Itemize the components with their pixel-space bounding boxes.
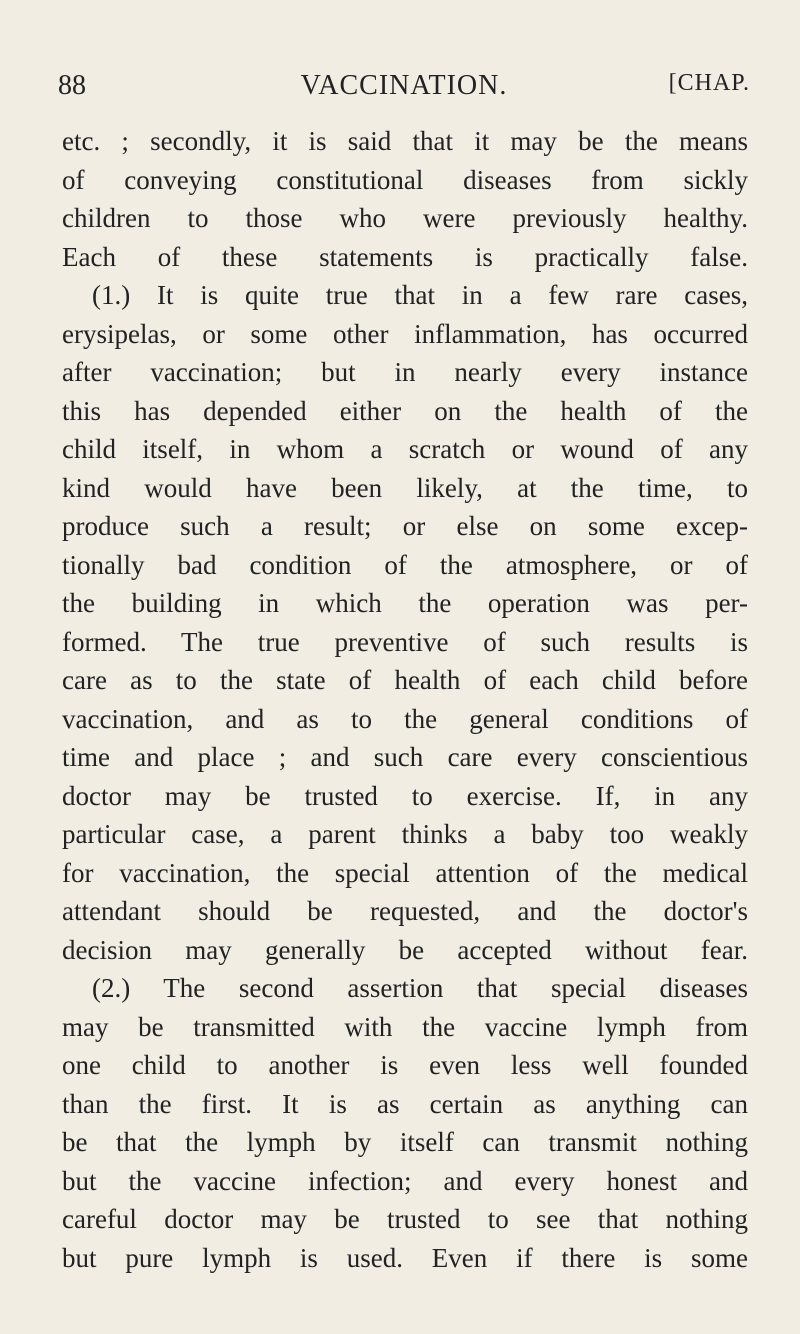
- text-line: careful doctor may be trusted to see that nothing: [62, 1204, 748, 1234]
- running-title: VACCINATION.: [300, 70, 508, 101]
- text-line: but the vaccine infection; and every honest and: [62, 1165, 748, 1196]
- text-line: vaccination, and as to the general conditions of: [62, 703, 748, 734]
- text-line: children to those who were previously healthy.: [62, 203, 748, 233]
- text-line: may be transmitted with the vaccine lymph from: [62, 1011, 748, 1042]
- text-line: formed. The true preventive of such results is: [62, 626, 748, 657]
- body-text: [62, 122, 748, 1277]
- text-line: attendant should be requested, and the doctor's: [62, 896, 748, 926]
- text-line: kind would have been likely, at the time, to: [62, 472, 748, 503]
- page-header: [58, 70, 750, 110]
- text-line: than the first. It is as certain as anything can: [62, 1088, 748, 1119]
- text-line: decision may generally be accepted without fear.: [62, 934, 748, 965]
- text-line: erysipelas, or some other inflammation, has occurred: [62, 318, 748, 349]
- text-line: (2.) The second assertion that special diseases: [92, 973, 748, 1003]
- text-line: Each of these statements is practically false.: [62, 241, 748, 272]
- text-line: be that the lymph by itself can transmit nothing: [62, 1127, 748, 1157]
- text-line: particular case, a parent thinks a baby too weakly: [62, 819, 748, 849]
- text-line: for vaccination, the special attention of the medical: [62, 857, 748, 888]
- text-line: tionally bad condition of the atmosphere, or of: [62, 549, 748, 580]
- chapter-marker: [CHAP.: [668, 70, 750, 96]
- text-line: care as to the state of health of each child before: [62, 665, 748, 695]
- text-line: this has depended either on the health of the: [62, 395, 748, 426]
- text-line: (1.) It is quite true that in a few rare cases,: [92, 280, 748, 310]
- text-line: one child to another is even less well founded: [62, 1050, 748, 1080]
- text-line: produce such a result; or else on some excep-: [62, 511, 748, 541]
- text-line: etc. ; secondly, it is said that it may be the means: [62, 126, 748, 156]
- text-line: the building in which the operation was per-: [62, 588, 748, 618]
- text-line: but pure lymph is used. Even if there is some: [62, 1242, 748, 1273]
- text-line: time and place ; and such care every conscientious: [62, 742, 748, 772]
- text-line: of conveying constitutional diseases from sickly: [62, 164, 748, 195]
- text-line: child itself, in whom a scratch or wound of any: [62, 434, 748, 464]
- text-line: doctor may be trusted to exercise. If, in any: [62, 780, 748, 811]
- page-number: 88: [58, 70, 86, 101]
- text-line: after vaccination; but in nearly every instance: [62, 357, 748, 387]
